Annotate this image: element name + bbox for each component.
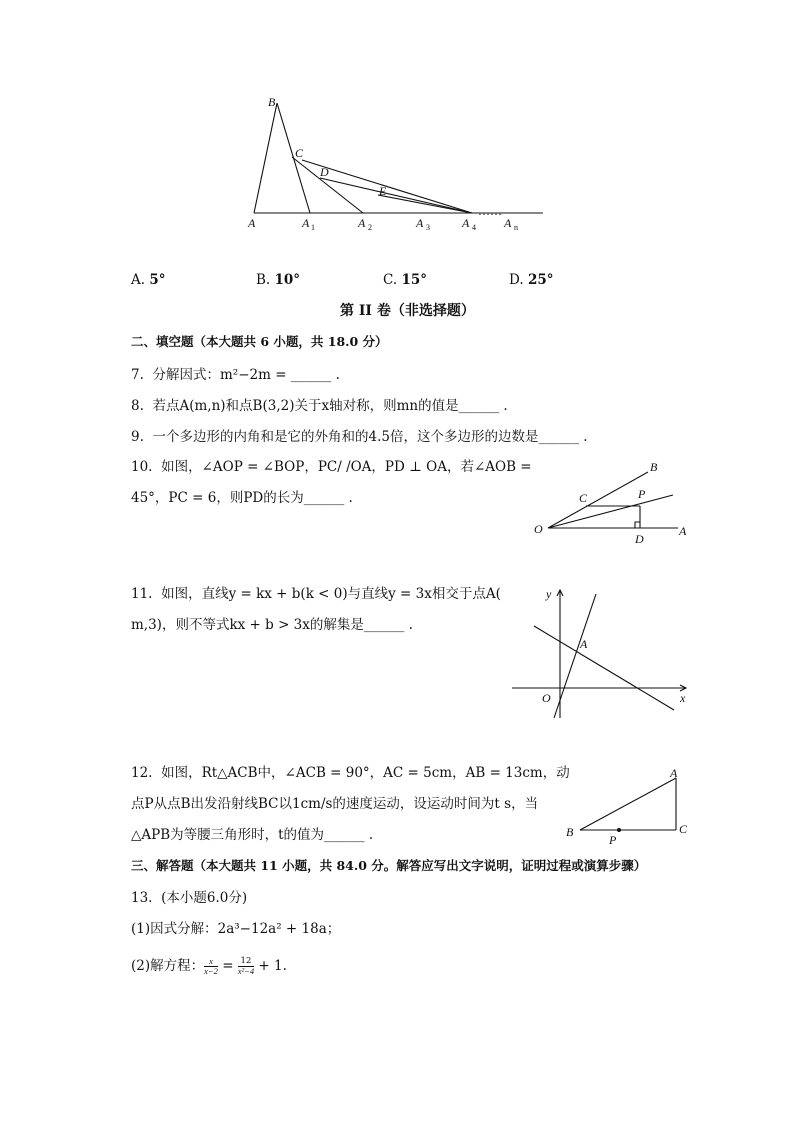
- figure-triangle-chain: [240, 90, 560, 235]
- svg-text:A: A: [670, 766, 678, 780]
- option-b: B. 10°: [256, 272, 301, 288]
- label-A2: A: [358, 216, 366, 230]
- q7: 7. 分解因式：m²−2m = ______ .: [131, 367, 340, 383]
- option-a: A. 5°: [131, 272, 166, 288]
- q13-part1: (1)因式分解：2a³−12a² + 18a；: [131, 921, 341, 937]
- q8: 8. 若点A(m,n)和点B(3,2)关于x轴对称，则mn的值是______ .: [131, 398, 508, 414]
- fill-header: 二、填空题（本大题共 6 小题，共 18.0 分）: [131, 334, 388, 349]
- q11-line1: 11. 如图，直线y = kx + b(k < 0)与直线y = 3x相交于点A(: [131, 586, 501, 602]
- label-A1: A: [302, 216, 310, 230]
- figure-q12: [560, 764, 700, 848]
- label-A: A: [248, 216, 256, 230]
- q10-line2: 45°，PC = 6，则PD的长为______ .: [131, 490, 353, 506]
- svg-text:1: 1: [311, 223, 315, 232]
- svg-text:A: A: [679, 524, 687, 538]
- svg-text:C: C: [679, 822, 688, 836]
- q10-line1: 10. 如图，∠AOP = ∠BOP，PC/ /OA，PD ⊥ OA，若∠AOB =: [131, 459, 532, 475]
- svg-text:O: O: [542, 691, 551, 705]
- svg-text:P: P: [609, 833, 617, 847]
- q12-line1: 12. 如图，Rt△ACB中，∠ACB = 90°，AC = 5cm，AB = 13cm，动: [131, 765, 570, 781]
- q13-title: 13. (本小题6.0分): [131, 890, 248, 906]
- q12-line2: 点P从点B出发沿射线BC以1cm/s的速度运动，设运动时间为t s，当: [131, 796, 539, 812]
- svg-text:D: D: [635, 532, 644, 546]
- svg-text:B: B: [650, 460, 658, 474]
- svg-text:x: x: [680, 691, 686, 705]
- option-c: C. 15°: [383, 272, 427, 288]
- label-A3: A: [416, 216, 424, 230]
- label-An: A: [504, 216, 512, 230]
- answer-header: 三、解答题（本大题共 11 小题，共 84.0 分。解答应写出文字说明，证明过程或演算步骤）: [131, 858, 647, 873]
- label-E: E: [379, 184, 387, 198]
- section2-title: 第 II 卷（非选择题）: [340, 303, 475, 319]
- svg-text:4: 4: [472, 223, 476, 232]
- figure-q10: [528, 458, 698, 548]
- svg-text:n: n: [514, 223, 518, 232]
- svg-text:P: P: [638, 487, 646, 501]
- svg-text:O: O: [534, 522, 543, 536]
- label-A4: A: [462, 216, 470, 230]
- label-D: D: [320, 165, 329, 179]
- label-C: C: [295, 146, 304, 160]
- dots: ……: [478, 204, 502, 218]
- option-d: D. 25°: [509, 272, 554, 288]
- q9: 9. 一个多边形的内角和是它的外角和的4.5倍，这个多边形的边数是______ .: [131, 429, 588, 445]
- svg-text:3: 3: [426, 223, 430, 232]
- svg-text:C: C: [579, 491, 588, 505]
- q13-part2: (2)解方程： $\frac{x}{x-2}$ = $\frac{12}{\text{x²−4}}$ + 1.: [131, 956, 287, 976]
- figure-q11: [508, 582, 694, 722]
- label-B: B: [268, 95, 276, 109]
- q11-line2: m,3)，则不等式kx + b > 3x的解集是______ .: [131, 617, 413, 633]
- svg-text:A: A: [580, 637, 588, 651]
- svg-text:2: 2: [368, 223, 372, 232]
- svg-text:y: y: [546, 587, 552, 601]
- q12-line3: △APB为等腰三角形时，t的值为______ .: [131, 827, 374, 843]
- svg-text:B: B: [566, 825, 574, 839]
